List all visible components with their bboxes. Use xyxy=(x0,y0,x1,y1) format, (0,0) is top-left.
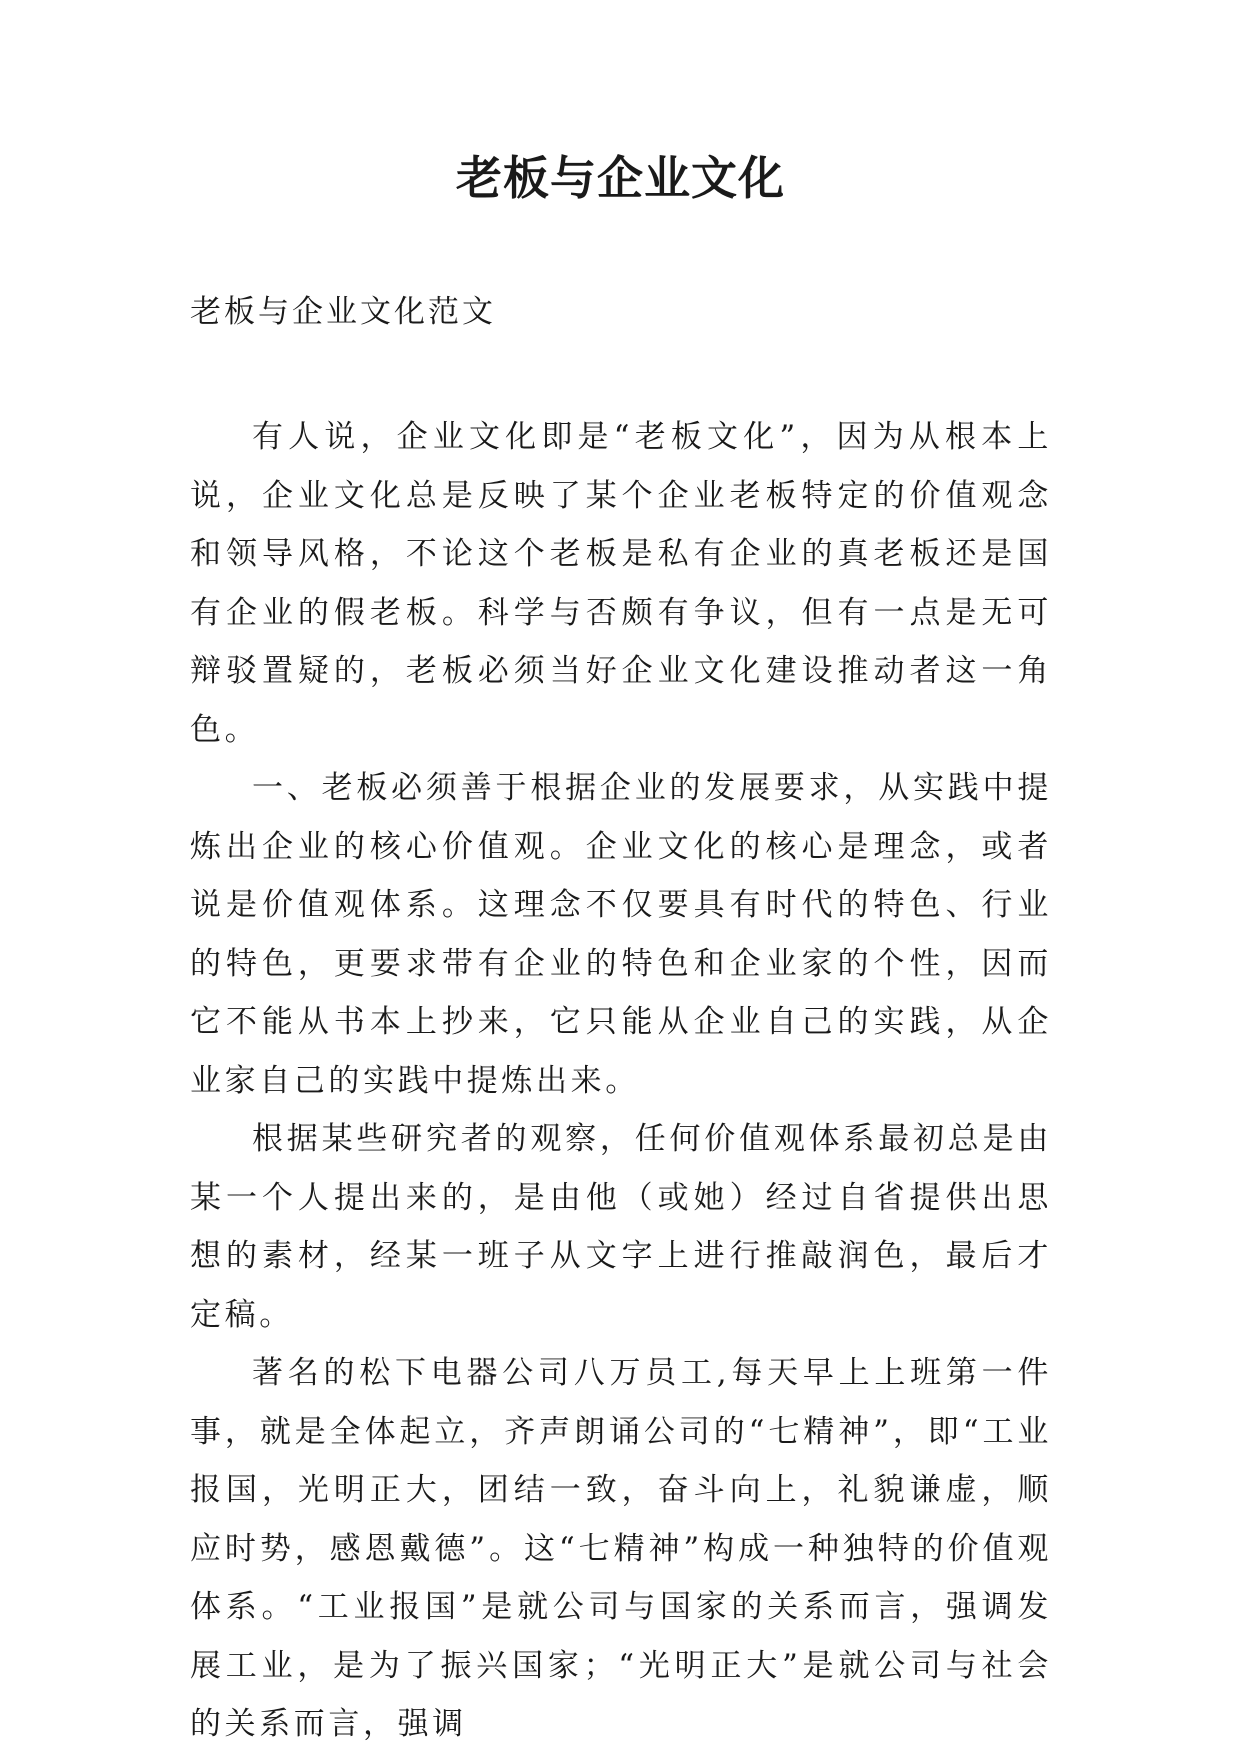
paragraph: 有人说，企业文化即是“老板文化”，因为从根本上说，企业文化总是反映了某个企业老板特定的价值观念和领导风格，不论这个老板是私有企业的真老板还是国有企业的假老板。科学与否颇有争议，但有一点是无可辩驳置疑的，老板必须当好企业文化建设推动者这一角色。 xyxy=(190,419,1052,748)
paragraph: 著名的松下电器公司八万员工,每天早上上班第一件事，就是全体起立，齐声朗诵公司的“七精神”，即“工业报国，光明正大，团结一致，奋斗向上，礼貌谦虚，顺应时势，感恩戴德”。这“七精神”构成一种独特的价值观体系。“工业报国”是就公司与国家的关系而言，强调发展工业，是为了振兴国家；“光明正大”是就公司与社会的关系而言，强调 xyxy=(190,1355,1052,1742)
document-body xyxy=(190,408,1052,1754)
document-subtitle: 老板与企业文化范文 xyxy=(190,294,496,330)
paragraph: 一、老板必须善于根据企业的发展要求，从实践中提炼出企业的核心价值观。企业文化的核心是理念，或者说是价值观体系。这理念不仅要具有时代的特色、行业的特色，更要求带有企业的特色和企业家的个性，因而它不能从书本上抄来，它只能从企业自己的实践，从企业家自己的实践中提炼出来。 xyxy=(190,770,1052,1099)
paragraph: 根据某些研究者的观察，任何价值观体系最初总是由某一个人提出来的，是由他（或她）经过自省提供出思想的素材，经某一班子从文字上进行推敲润色，最后才定稿。 xyxy=(190,1121,1052,1333)
document-title: 老板与企业文化 xyxy=(456,151,785,205)
